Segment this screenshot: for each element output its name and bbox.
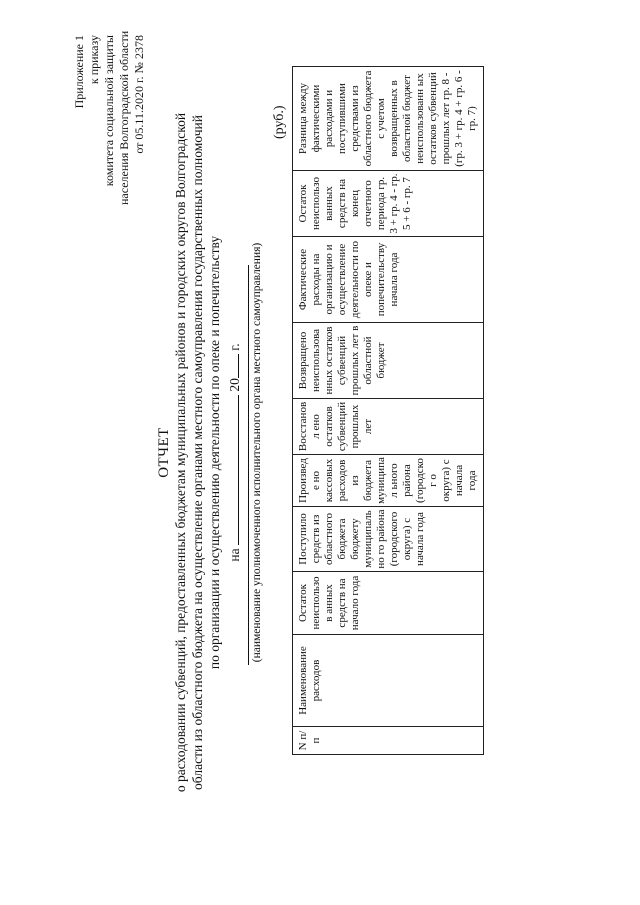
date-year-blank xyxy=(226,354,239,378)
report-subtitle-line: по организации и осуществлению деятельности по опеке и попечительству xyxy=(207,235,222,670)
annex-line: к приказу xyxy=(87,35,101,85)
report-date-line xyxy=(226,0,243,905)
report-subtitle-line: области из областного бюджета на осуществление органами местного самоуправления государственных полномочий xyxy=(190,115,205,790)
table-header-cell: N п/п xyxy=(293,727,484,755)
report-title: ОТЧЕТ xyxy=(156,427,172,478)
date-year-prefix: 20 xyxy=(227,378,242,392)
annex-line: населения Волгоградской области xyxy=(117,30,131,205)
annex-line: Приложение 1 xyxy=(72,35,86,109)
report-subtitle-line: о расходовании субвенций, предоставленных бюджетам муниципальных районов и городских округов Волгоградской xyxy=(173,112,188,793)
table-header-cell: Возвращено неиспользова нных остатков субвенций прошлых лет в областной бюджет xyxy=(293,323,484,399)
org-name-caption: (наименование уполномоченного исполнительного органа местного самоуправления) xyxy=(251,242,263,663)
table-header-cell: Разница между фактическими расходами и поступившими средствами из областного бюджета с учетом возвращенных в областной бюджет неиспользованн ых остатков субвенций прошлых лет гр. 8 - (гр. 3 + гр. 4 + гр. 6 - гр. 7) xyxy=(293,67,484,171)
date-suffix: г. xyxy=(227,343,242,351)
annex-line: комитета социальной защиты xyxy=(102,35,116,187)
table-header-cell: Произведе но кассовых расходов из бюджета муниципал ьного района (городског о округа) с начала года xyxy=(293,455,484,507)
report-table xyxy=(292,66,484,755)
org-name-underline xyxy=(248,265,249,665)
table-header-cell: Остаток неиспользов анных средств на начало года xyxy=(293,572,484,635)
table-header-cell: Остаток неиспользо ванных средств на конец отчетного периода гр. 3 + гр. 4 - гр. 5 + 6 - гр. 7 xyxy=(293,171,484,237)
table-header-cell: Фактические расходы на организацию и осуществление деятельности по опеке и попечительству начала года xyxy=(293,237,484,323)
table-header-cell: Восстановл ено остатков субвенций прошлых лет xyxy=(293,399,484,455)
annex-line: от 05.11.2020 г. № 2378 xyxy=(132,35,146,154)
table-header-row xyxy=(293,67,484,755)
annex-block xyxy=(72,30,147,205)
table-header-cell: Наименование расходов xyxy=(293,635,484,727)
currency-unit: (руб.) xyxy=(272,105,287,139)
date-day-month-blank xyxy=(226,395,239,545)
date-prefix: на xyxy=(227,548,242,562)
table-header-cell: Поступило средств из областного бюджета бюджету муниципально го района (городского округа) с начала года xyxy=(293,507,484,572)
